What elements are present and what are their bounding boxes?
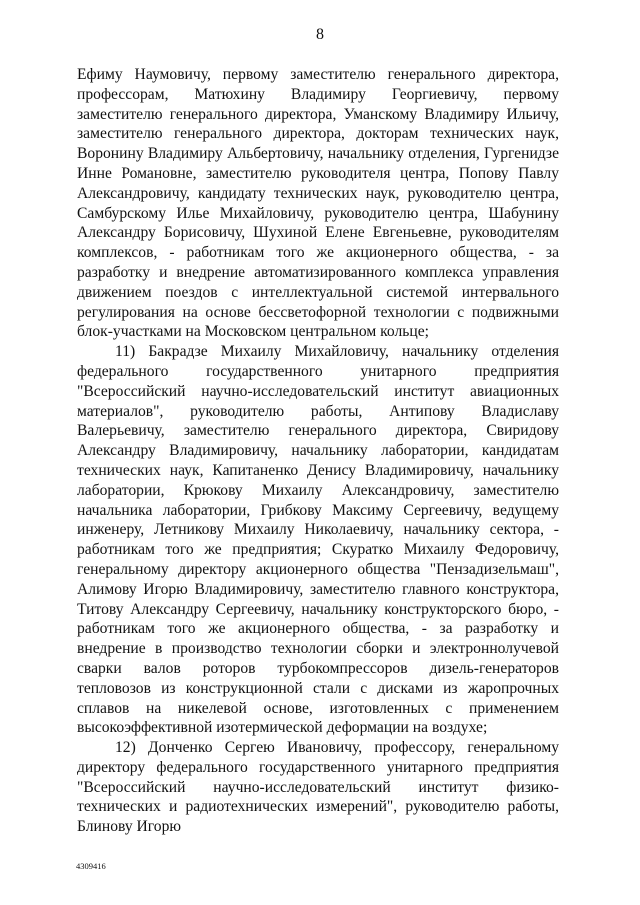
- paragraph-continuation: Ефиму Наумовичу, первому заместителю генерального директора, профессорам, Матюхину Владимиру Георгиевичу, первому заместителю генерального директора, Уманскому Владимиру Ильичу, заместителю генерального директора, докторам технических наук, Воронину Владимиру Альбертовичу, начальнику отделения, Гургенидзе Инне Романовне, заместителю руководителя центра, Попову Павлу Александровичу, кандидату технических наук, руководителю центра, Самбурскому Илье Михайловичу, руководителю центра, Шабунину Александру Борисовичу, Шухиной Елене Евгеньевне, руководителям комплексов, - работникам того же акционерного общества, - за разработку и внедрение автоматизированного комплекса управления движением поездов с интеллектуальной системой интервального регулирования на основе бессветофорной технологии с подвижными блок-участками на Московском центральном кольце;: [77, 66, 559, 341]
- paragraph-item-11: 11) Бакрадзе Михаилу Михайловичу, начальнику отделения федерального государственного унитарного предприятия "Всероссийский научно-исследовательский институт авиационных материалов", руководителю работы, Антипову Владиславу Валерьевичу, заместителю генерального директора, Свиридову Александру Владимировичу, начальнику лаборатории, кандидатам технических наук, Капитаненко Денису Владимировичу, начальнику лаборатории, Крюкову Михаилу Александровичу, заместителю начальника лаборатории, Грибкову Максиму Сергеевичу, ведущему инженеру, Летникову Михаилу Николаевичу, начальнику сектора, - работникам того же предприятия; Скуратко Михаилу Федоровичу, генеральному директору акционерного общества "Пензадизельмаш", Алимову Игорю Владимировичу, заместителю главного конструктора, Титову Александру Сергеевичу, начальнику конструкторского бюро, - работникам того же акционерного общества, - за разработку и внедрение в производство технологии сборки и электроннолучевой сварки валов роторов турбокомпрессоров дизель-генераторов тепловозов из конструкционной стали с дисками из жаропрочных сплавов на никелевой основе, изготовленных с применением высокоэффективной изотермической деформации на воздухе;: [77, 343, 559, 737]
- paragraph-item-12: 12) Донченко Сергею Ивановичу, профессору, генеральному директору федерального государственного унитарного предприятия "Всероссийский научно-исследовательский институт физико-технических и радиотехнических измерений", руководителю работы, Блинову Игорю: [77, 739, 559, 836]
- page-number: 8: [316, 26, 324, 43]
- document-body: [77, 65, 559, 837]
- document-code: 4309416: [76, 861, 106, 871]
